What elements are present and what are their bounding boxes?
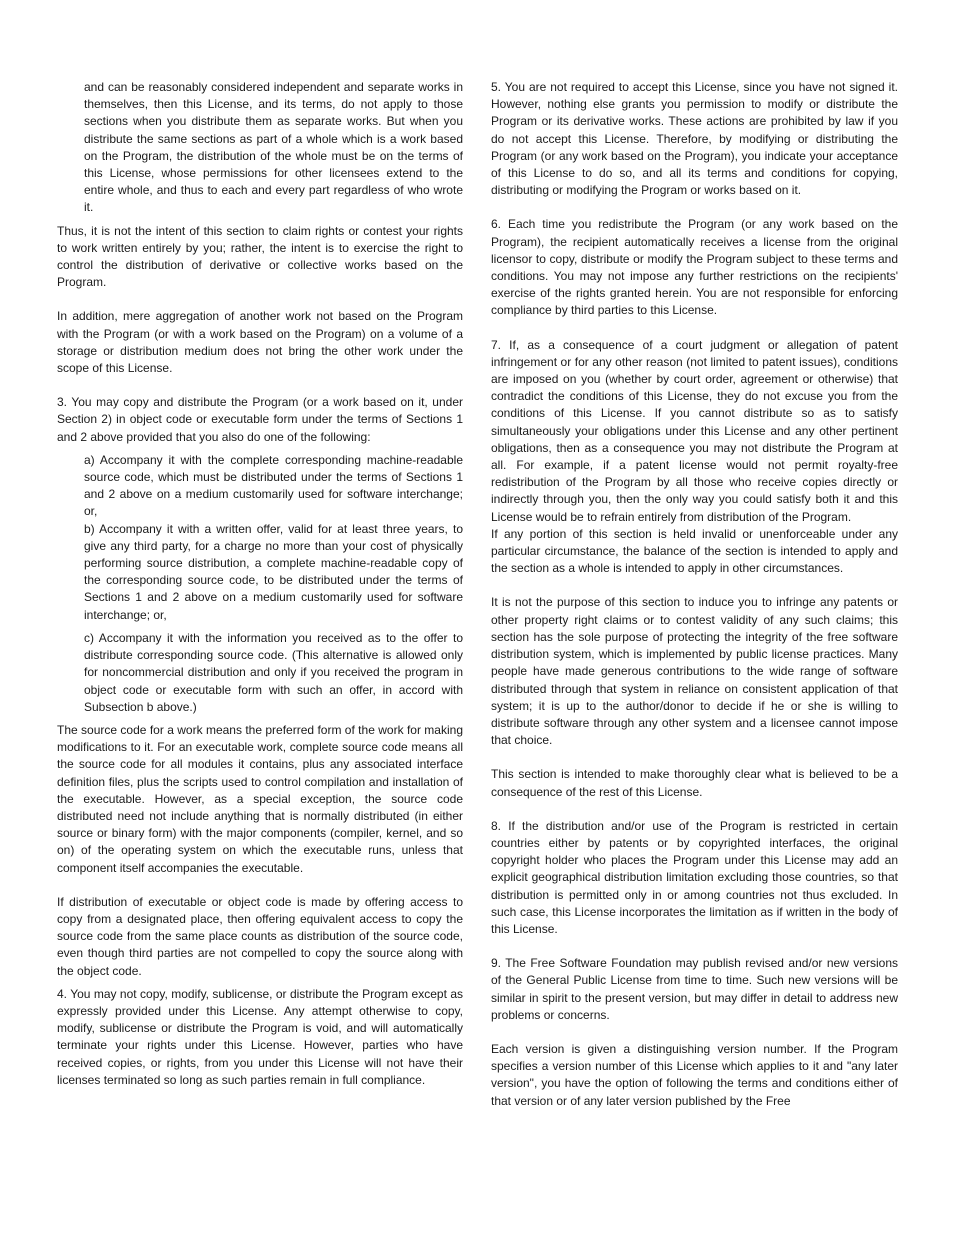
section-7-purpose-paragraph: It is not the purpose of this section to induce you to infringe any patents or other property right claims or to contest validity of any such claims; this section has the sole purpose of protecting the integrity of the free software distribution system, which is implemented by public license practices. Many people have made generous contributions to the wide range of software distributed through that system in reliance on consistent application of that system; it is up to the author/donor to decide if he or she is willing to distribute software through any other system and a licensee cannot impose that choice. [491, 595, 898, 748]
section-3-item-a: a) Accompany it with the complete corresponding machine-readable source code, which must be distributed under the terms of Sections 1 and 2 above on a medium customarily used for software interchange; or, [84, 452, 463, 519]
section-2-aggregation-paragraph: In addition, mere aggregation of another work not based on the Program with the Program (or with a work based on the Program) on a volume of a storage or distribution medium does not bring the other work under the scope of this License. [57, 309, 463, 376]
section-3-item-c: c) Accompany it with the information you received as to the offer to distribute corresponding source code. (This alternative is allowed only for noncommercial distribution and only if you received the program in object code or executable form with such an offer, in accord with Subsection b above.) [84, 630, 463, 714]
section-7-clarification-paragraph: This section is intended to make thoroughly clear what is believed to be a consequence of the rest of this License. [491, 767, 898, 799]
section-5-paragraph: 5. You are not required to accept this License, since you have not signed it. However, nothing else grants you permission to modify or distribute the Program or its derivative works. These actions are prohibited by law if you do not accept this License. Therefore, by modifying or distributing the Program (or any work based on the Program), you indicate your acceptance of this License to do so, and all its terms and conditions for copying, distributing or modifying the Program or works based on it. [491, 80, 898, 198]
section-7-invalid-portion-paragraph: If any portion of this section is held invalid or unenforceable under any particular circumstance, the balance of the section is intended to apply and the section as a whole is intended to apply in other circumstances. [491, 526, 898, 576]
section-9-paragraph: 9. The Free Software Foundation may publish revised and/or new versions of the General Public License from time to time. Such new versions will be similar in spirit to the present version, but may differ in detail to address new problems or concerns. [491, 956, 898, 1022]
left-column [57, 79, 463, 1089]
section-6-paragraph: 6. Each time you redistribute the Program (or any work based on the Program), the recipient automatically receives a license from the original licensor to copy, distribute or modify the Program subject to these terms and conditions. You may not impose any further restrictions on the recipients' exercise of the rights granted herein. You are not responsible for enforcing compliance by third parties to this License. [491, 217, 898, 318]
section-4-paragraph: 4. You may not copy, modify, sublicense, or distribute the Program except as expressly provided under this License. Any attempt otherwise to copy, modify, sublicense or distribute the Program is void, and will automatically terminate your rights under this License. However, parties who have received copies, or rights, from you under this License will not have their licenses terminated so long as such parties remain in full compliance. [57, 986, 463, 1087]
section-3-item-b: b) Accompany it with a written offer, valid for at least three years, to give any third party, for a charge no more than your cost of physically performing source distribution, a complete machine-readable copy of the corresponding source code, to be distributed under the terms of Sections 1 and 2 above on a medium customarily used for software interchange; or, [84, 521, 463, 622]
section-2-continuation: and can be reasonably considered independent and separate works in themselves, then this License, and its terms, do not apply to those sections when you distribute them as separate works. But when you distribute the same sections as part of a whole which is a work based on the Program, the distribution of the whole must be on the terms of this License, whose permissions for other licensees extend to the entire whole, and thus to each and every part regardless of who wrote it. [84, 80, 463, 215]
right-column [491, 79, 898, 1110]
section-7-paragraph: 7. If, as a consequence of a court judgment or allegation of patent infringement or for any other reason (not limited to patent issues), conditions are imposed on you (whether by court order, agreement or otherwise) that contradict the conditions of this License, they do not excuse you from the conditions of this License. If you cannot distribute so as to satisfy simultaneously your obligations under this License and any other pertinent obligations, then as a consequence you may not distribute the Program at all. For example, if a patent license would not permit royalty-free redistribution of the Program by all those who receive copies directly or indirectly through you, then the only way you could satisfy both it and this License would be to refrain entirely from distribution of the Program. [491, 337, 898, 524]
section-3-paragraph: 3. You may copy and distribute the Program (or a work based on it, under Section 2) in object code or executable form under the terms of Sections 1 and 2 above provided that you also do one of the following: [57, 395, 463, 444]
object-code-access-paragraph: If distribution of executable or object code is made by offering access to copy from a designated place, then offering equivalent access to copy the source code from the same place counts as distribution of the source code, even though third parties are not compelled to copy the source along with the object code. [57, 894, 463, 978]
section-9-version-paragraph: Each version is given a distinguishing version number. If the Program specifies a version number of this License which applies to it and "any later version", you have the option of following the terms and conditions either of that version or of any later version published by the Free [491, 1041, 898, 1108]
section-8-paragraph: 8. If the distribution and/or use of the Program is restricted in certain countries either by patents or by copyrighted interfaces, the original copyright holder who places the Program under this License may add an explicit geographical distribution limitation excluding those countries, so that distribution is permitted only in or among countries not thus excluded. In such case, this License incorporates the limitation as if written in the body of this License. [491, 818, 898, 936]
section-2-intent-paragraph: Thus, it is not the intent of this section to claim rights or contest your rights to work written entirely by you; rather, the intent is to exercise the right to control the distribution of derivative or collective works based on the Program. [57, 223, 463, 290]
source-code-definition-paragraph: The source code for a work means the preferred form of the work for making modifications to it. For an executable work, complete source code means all the source code for all modules it contains, plus any associated interface definition files, plus the scripts used to control compilation and installation of the executable. However, as a special exception, the source code distributed need not include anything that is normally distributed (in either source or binary form) with the major components (compiler, kernel, and so on) of the operating system on which the executable runs, unless that component itself accompanies the executable. [57, 722, 463, 875]
